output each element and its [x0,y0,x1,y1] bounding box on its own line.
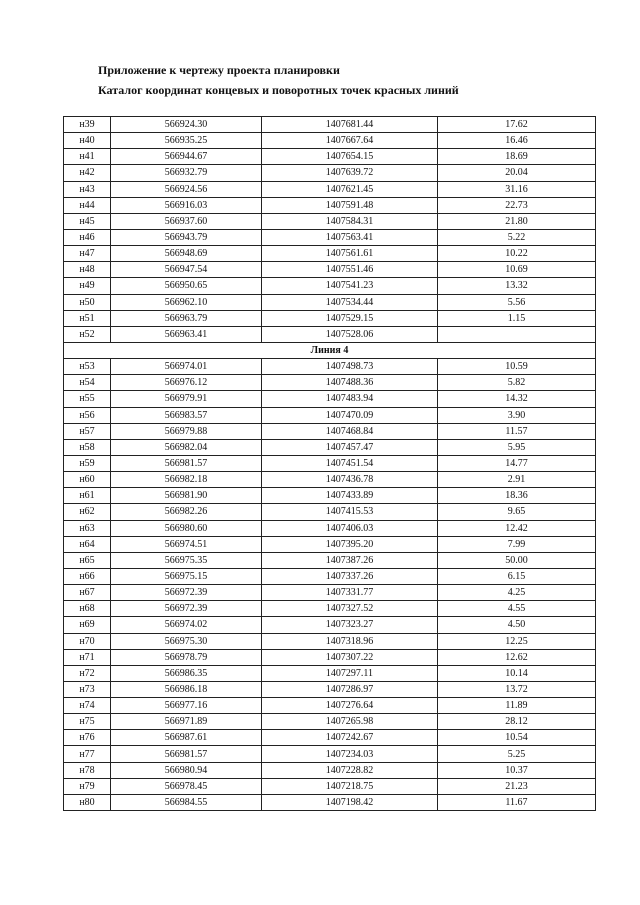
x-coordinate-cell: 566982.26 [111,504,262,520]
x-coordinate-cell: 566950.65 [111,278,262,294]
point-id-cell: н60 [64,472,111,488]
length-cell: 5.25 [438,746,596,762]
length-cell: 4.50 [438,617,596,633]
y-coordinate-cell: 1407286.97 [262,681,438,697]
y-coordinate-cell: 1407470.09 [262,407,438,423]
x-coordinate-cell: 566916.03 [111,197,262,213]
table-row [64,407,596,423]
length-cell: 11.89 [438,698,596,714]
length-cell [438,326,596,342]
table-row [64,730,596,746]
table-row [64,552,596,568]
length-cell: 10.22 [438,246,596,262]
y-coordinate-cell: 1407218.75 [262,778,438,794]
table-row [64,794,596,810]
length-cell: 12.42 [438,520,596,536]
x-coordinate-cell: 566984.55 [111,794,262,810]
x-coordinate-cell: 566982.04 [111,439,262,455]
point-id-cell: н66 [64,568,111,584]
y-coordinate-cell: 1407654.15 [262,149,438,165]
point-id-cell: н50 [64,294,111,310]
x-coordinate-cell: 566943.79 [111,229,262,245]
table-row [64,649,596,665]
table-row [64,246,596,262]
table-row [64,585,596,601]
length-cell: 16.46 [438,133,596,149]
point-id-cell: н58 [64,439,111,455]
x-coordinate-cell: 566937.60 [111,213,262,229]
document-subtitle: Каталог координат концевых и поворотных точек красных линий [98,83,459,97]
x-coordinate-cell: 566974.02 [111,617,262,633]
x-coordinate-cell: 566974.51 [111,536,262,552]
point-id-cell: н74 [64,698,111,714]
coordinates-table [63,116,596,811]
x-coordinate-cell: 566971.89 [111,714,262,730]
table-row [64,633,596,649]
point-id-cell: н55 [64,391,111,407]
y-coordinate-cell: 1407265.98 [262,714,438,730]
y-coordinate-cell: 1407457.47 [262,439,438,455]
length-cell: 10.37 [438,762,596,778]
table-row [64,665,596,681]
table-row [64,149,596,165]
section-row [64,342,596,358]
length-cell: 13.72 [438,681,596,697]
length-cell: 5.82 [438,375,596,391]
point-id-cell: н61 [64,488,111,504]
table-row [64,698,596,714]
x-coordinate-cell: 566980.94 [111,762,262,778]
y-coordinate-cell: 1407468.84 [262,423,438,439]
table-row [64,536,596,552]
point-id-cell: н41 [64,149,111,165]
point-id-cell: н51 [64,310,111,326]
point-id-cell: н45 [64,213,111,229]
length-cell: 1.15 [438,310,596,326]
point-id-cell: н49 [64,278,111,294]
coordinates-table-body [64,117,596,811]
y-coordinate-cell: 1407528.06 [262,326,438,342]
length-cell: 11.67 [438,794,596,810]
length-cell: 21.80 [438,213,596,229]
y-coordinate-cell: 1407541.23 [262,278,438,294]
length-cell: 11.57 [438,423,596,439]
x-coordinate-cell: 566972.39 [111,601,262,617]
point-id-cell: н76 [64,730,111,746]
y-coordinate-cell: 1407591.48 [262,197,438,213]
table-row [64,617,596,633]
length-cell: 10.54 [438,730,596,746]
y-coordinate-cell: 1407406.03 [262,520,438,536]
table-row [64,375,596,391]
length-cell: 14.77 [438,455,596,471]
table-row [64,213,596,229]
point-id-cell: н68 [64,601,111,617]
y-coordinate-cell: 1407451.54 [262,455,438,471]
point-id-cell: н39 [64,117,111,133]
y-coordinate-cell: 1407488.36 [262,375,438,391]
y-coordinate-cell: 1407297.11 [262,665,438,681]
point-id-cell: н65 [64,552,111,568]
length-cell: 6.15 [438,568,596,584]
table-row [64,181,596,197]
length-cell: 10.14 [438,665,596,681]
table-row [64,165,596,181]
y-coordinate-cell: 1407584.31 [262,213,438,229]
y-coordinate-cell: 1407415.53 [262,504,438,520]
table-row [64,310,596,326]
length-cell: 13.32 [438,278,596,294]
length-cell: 18.69 [438,149,596,165]
point-id-cell: н75 [64,714,111,730]
point-id-cell: н71 [64,649,111,665]
x-coordinate-cell: 566986.18 [111,681,262,697]
table-row [64,762,596,778]
point-id-cell: н80 [64,794,111,810]
y-coordinate-cell: 1407681.44 [262,117,438,133]
point-id-cell: н56 [64,407,111,423]
table-row [64,714,596,730]
point-id-cell: н43 [64,181,111,197]
length-cell: 17.62 [438,117,596,133]
x-coordinate-cell: 566987.61 [111,730,262,746]
y-coordinate-cell: 1407234.03 [262,746,438,762]
table-row [64,262,596,278]
table-row [64,133,596,149]
x-coordinate-cell: 566974.01 [111,359,262,375]
x-coordinate-cell: 566948.69 [111,246,262,262]
x-coordinate-cell: 566947.54 [111,262,262,278]
x-coordinate-cell: 566977.16 [111,698,262,714]
table-row [64,778,596,794]
length-cell: 28.12 [438,714,596,730]
y-coordinate-cell: 1407228.82 [262,762,438,778]
point-id-cell: н42 [64,165,111,181]
x-coordinate-cell: 566982.18 [111,472,262,488]
table-row [64,455,596,471]
y-coordinate-cell: 1407318.96 [262,633,438,649]
length-cell: 5.22 [438,229,596,245]
x-coordinate-cell: 566978.79 [111,649,262,665]
length-cell: 4.25 [438,585,596,601]
table-row [64,488,596,504]
table-row [64,391,596,407]
table-row [64,520,596,536]
point-id-cell: н53 [64,359,111,375]
length-cell: 2.91 [438,472,596,488]
y-coordinate-cell: 1407327.52 [262,601,438,617]
point-id-cell: н62 [64,504,111,520]
y-coordinate-cell: 1407276.64 [262,698,438,714]
document-title: Приложение к чертежу проекта планировки [98,63,340,77]
x-coordinate-cell: 566979.91 [111,391,262,407]
y-coordinate-cell: 1407433.89 [262,488,438,504]
length-cell: 12.25 [438,633,596,649]
table-row [64,229,596,245]
table-row [64,326,596,342]
y-coordinate-cell: 1407242.67 [262,730,438,746]
x-coordinate-cell: 566962.10 [111,294,262,310]
point-id-cell: н52 [64,326,111,342]
x-coordinate-cell: 566975.15 [111,568,262,584]
table-row [64,746,596,762]
table-row [64,294,596,310]
point-id-cell: н44 [64,197,111,213]
length-cell: 3.90 [438,407,596,423]
section-title: Линия 4 [64,342,596,358]
point-id-cell: н46 [64,229,111,245]
length-cell: 14.32 [438,391,596,407]
x-coordinate-cell: 566979.88 [111,423,262,439]
y-coordinate-cell: 1407529.15 [262,310,438,326]
point-id-cell: н40 [64,133,111,149]
length-cell: 18.36 [438,488,596,504]
x-coordinate-cell: 566978.45 [111,778,262,794]
y-coordinate-cell: 1407331.77 [262,585,438,601]
table-row [64,359,596,375]
table-row [64,197,596,213]
point-id-cell: н57 [64,423,111,439]
y-coordinate-cell: 1407551.46 [262,262,438,278]
length-cell: 10.59 [438,359,596,375]
length-cell: 7.99 [438,536,596,552]
y-coordinate-cell: 1407483.94 [262,391,438,407]
point-id-cell: н67 [64,585,111,601]
point-id-cell: н54 [64,375,111,391]
length-cell: 10.69 [438,262,596,278]
x-coordinate-cell: 566975.35 [111,552,262,568]
length-cell: 20.04 [438,165,596,181]
point-id-cell: н73 [64,681,111,697]
table-row [64,681,596,697]
x-coordinate-cell: 566986.35 [111,665,262,681]
length-cell: 5.95 [438,439,596,455]
table-row [64,601,596,617]
point-id-cell: н59 [64,455,111,471]
x-coordinate-cell: 566924.56 [111,181,262,197]
x-coordinate-cell: 566932.79 [111,165,262,181]
table-row [64,439,596,455]
x-coordinate-cell: 566972.39 [111,585,262,601]
y-coordinate-cell: 1407498.73 [262,359,438,375]
length-cell: 12.62 [438,649,596,665]
x-coordinate-cell: 566980.60 [111,520,262,536]
x-coordinate-cell: 566924.30 [111,117,262,133]
y-coordinate-cell: 1407621.45 [262,181,438,197]
point-id-cell: н64 [64,536,111,552]
y-coordinate-cell: 1407639.72 [262,165,438,181]
length-cell: 31.16 [438,181,596,197]
length-cell: 5.56 [438,294,596,310]
point-id-cell: н48 [64,262,111,278]
table-row [64,423,596,439]
x-coordinate-cell: 566935.25 [111,133,262,149]
length-cell: 21.23 [438,778,596,794]
table-row [64,472,596,488]
y-coordinate-cell: 1407563.41 [262,229,438,245]
length-cell: 4.55 [438,601,596,617]
x-coordinate-cell: 566981.57 [111,455,262,471]
y-coordinate-cell: 1407561.61 [262,246,438,262]
y-coordinate-cell: 1407667.64 [262,133,438,149]
y-coordinate-cell: 1407534.44 [262,294,438,310]
point-id-cell: н47 [64,246,111,262]
point-id-cell: н77 [64,746,111,762]
table-row [64,504,596,520]
x-coordinate-cell: 566981.90 [111,488,262,504]
table-row [64,117,596,133]
length-cell: 22.73 [438,197,596,213]
y-coordinate-cell: 1407436.78 [262,472,438,488]
length-cell: 9.65 [438,504,596,520]
x-coordinate-cell: 566963.79 [111,310,262,326]
y-coordinate-cell: 1407307.22 [262,649,438,665]
y-coordinate-cell: 1407387.26 [262,552,438,568]
x-coordinate-cell: 566975.30 [111,633,262,649]
point-id-cell: н79 [64,778,111,794]
length-cell: 50.00 [438,552,596,568]
point-id-cell: н63 [64,520,111,536]
table-row [64,568,596,584]
x-coordinate-cell: 566944.67 [111,149,262,165]
y-coordinate-cell: 1407323.27 [262,617,438,633]
x-coordinate-cell: 566963.41 [111,326,262,342]
x-coordinate-cell: 566983.57 [111,407,262,423]
point-id-cell: н69 [64,617,111,633]
table-row [64,278,596,294]
y-coordinate-cell: 1407395.20 [262,536,438,552]
point-id-cell: н70 [64,633,111,649]
y-coordinate-cell: 1407337.26 [262,568,438,584]
point-id-cell: н72 [64,665,111,681]
point-id-cell: н78 [64,762,111,778]
x-coordinate-cell: 566976.12 [111,375,262,391]
y-coordinate-cell: 1407198.42 [262,794,438,810]
x-coordinate-cell: 566981.57 [111,746,262,762]
